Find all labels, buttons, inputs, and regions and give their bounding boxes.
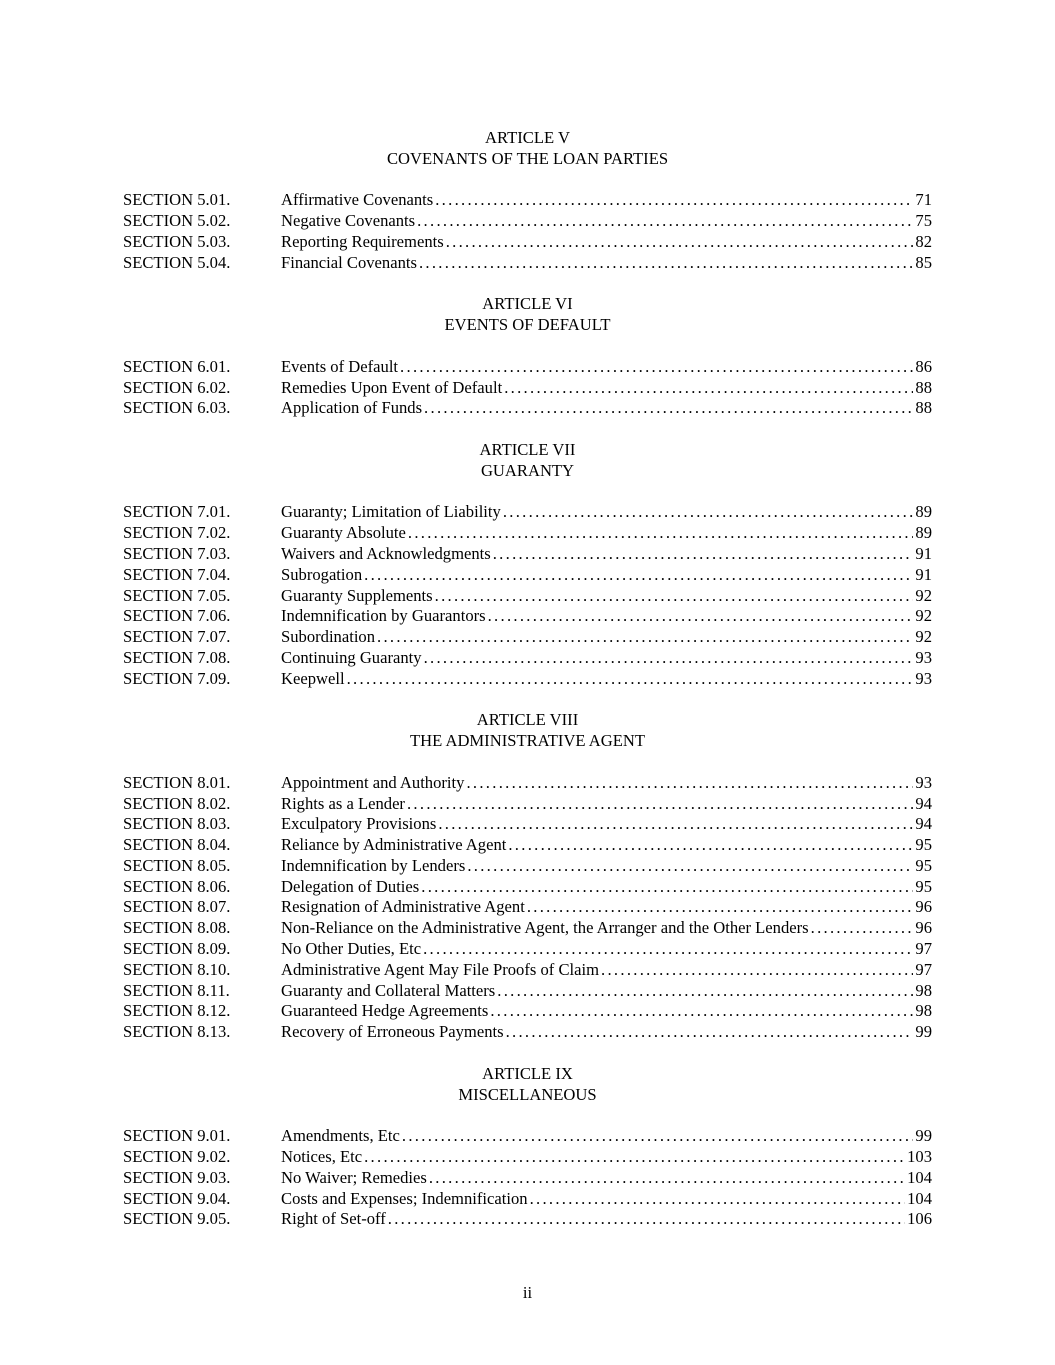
entry-title: Guaranty and Collateral Matters	[281, 980, 496, 1000]
entry-title: Affirmative Covenants	[281, 190, 434, 210]
toc-article	[123, 710, 932, 1043]
entry-page-number: 92	[915, 606, 932, 626]
entry-title: Guaranty Absolute	[281, 523, 406, 543]
dot-leader	[347, 669, 914, 690]
toc-entry	[123, 502, 932, 523]
dot-leader	[506, 1022, 914, 1043]
entry-page-number: 97	[915, 939, 932, 959]
entry-title: Reliance by Administrative Agent	[281, 835, 507, 855]
entry-title: Administrative Agent May File Proofs of Claim	[281, 959, 600, 979]
toc-entry	[123, 190, 932, 211]
entry-section-number: SECTION 7.09.	[123, 668, 231, 688]
entry-page-number: 99	[915, 1022, 932, 1042]
toc-entry	[123, 378, 932, 399]
entry-section-number: SECTION 5.02.	[123, 211, 231, 231]
dot-leader	[429, 1168, 905, 1189]
toc-entry	[123, 856, 932, 877]
entry-page-number: 103	[907, 1147, 932, 1167]
entry-section-number: SECTION 8.02.	[123, 793, 231, 813]
article-entries	[123, 502, 932, 689]
entry-section-number: SECTION 7.03.	[123, 543, 231, 563]
entry-page-number: 95	[915, 835, 932, 855]
entry-section-number: SECTION 8.03.	[123, 814, 231, 834]
dot-leader	[402, 1126, 914, 1147]
article-entries	[123, 1126, 932, 1230]
entry-section-number: SECTION 8.01.	[123, 772, 231, 792]
toc-entry	[123, 586, 932, 607]
article-heading	[123, 294, 932, 336]
entry-title: Keepwell	[281, 668, 345, 688]
page-footer	[0, 1283, 1055, 1304]
entry-section-number: SECTION 7.02.	[123, 523, 231, 543]
entry-title: Guaranty Supplements	[281, 585, 433, 605]
entry-section-number: SECTION 7.05.	[123, 585, 231, 605]
toc-entry	[123, 1147, 932, 1168]
entry-page-number: 104	[907, 1167, 932, 1187]
dot-leader	[467, 856, 913, 877]
dot-leader	[435, 586, 914, 607]
entry-page-number: 88	[915, 377, 932, 397]
toc-entry	[123, 814, 932, 835]
entry-page-number: 88	[915, 398, 932, 418]
entry-title: Waivers and Acknowledgments	[281, 543, 491, 563]
entry-title: Notices, Etc	[281, 1147, 363, 1167]
toc-entry	[123, 211, 932, 232]
dot-leader	[504, 378, 913, 399]
entry-page-number: 86	[915, 356, 932, 376]
entry-section-number: SECTION 8.05.	[123, 855, 231, 875]
dot-leader	[419, 253, 913, 274]
article-title: THE ADMINISTRATIVE AGENT	[409, 731, 646, 751]
entry-section-number: SECTION 7.07.	[123, 627, 231, 647]
dot-leader	[503, 502, 914, 523]
toc-entry	[123, 918, 932, 939]
entry-title: Guaranty; Limitation of Liability	[281, 502, 501, 522]
toc-entry	[123, 253, 932, 274]
entry-title: Non-Reliance on the Administrative Agent, the Arranger and the Other Lenders	[281, 918, 809, 938]
entry-section-number: SECTION 8.13.	[123, 1022, 231, 1042]
entry-page-number: 89	[915, 523, 932, 543]
entry-title: Negative Covenants	[281, 211, 416, 231]
entry-title: Delegation of Duties	[281, 876, 420, 896]
toc-entry	[123, 606, 932, 627]
dot-leader	[364, 1147, 905, 1168]
toc-entry	[123, 1022, 932, 1043]
toc-entry	[123, 565, 932, 586]
article-heading	[123, 710, 932, 752]
page-number-label: ii	[522, 1283, 533, 1302]
toc-entry	[123, 773, 932, 794]
entry-title: Exculpatory Provisions	[281, 814, 437, 834]
entry-title: Reporting Requirements	[281, 231, 444, 251]
entry-page-number: 95	[915, 855, 932, 875]
dot-leader	[424, 398, 913, 419]
entry-section-number: SECTION 9.01.	[123, 1126, 231, 1146]
entry-title: No Waiver; Remedies	[281, 1167, 427, 1187]
entry-section-number: SECTION 7.06.	[123, 606, 231, 626]
article-title: GUARANTY	[480, 460, 575, 480]
dot-leader	[490, 1001, 913, 1022]
entry-section-number: SECTION 6.03.	[123, 398, 231, 418]
toc-entry	[123, 1168, 932, 1189]
entry-section-number: SECTION 8.12.	[123, 1001, 231, 1021]
entry-title: Amendments, Etc	[281, 1126, 400, 1146]
entry-section-number: SECTION 9.02.	[123, 1147, 231, 1167]
entry-section-number: SECTION 5.03.	[123, 231, 231, 251]
article-title: COVENANTS OF THE LOAN PARTIES	[386, 148, 669, 168]
entry-page-number: 92	[915, 585, 932, 605]
toc-entry	[123, 523, 932, 544]
toc-entry	[123, 877, 932, 898]
dot-leader	[408, 523, 914, 544]
entry-page-number: 98	[915, 980, 932, 1000]
entry-page-number: 99	[915, 1126, 932, 1146]
entry-section-number: SECTION 8.07.	[123, 897, 231, 917]
article-entries	[123, 190, 932, 273]
entry-title: Continuing Guaranty	[281, 647, 422, 667]
dot-leader	[364, 565, 913, 586]
dot-leader	[417, 211, 913, 232]
dot-leader	[530, 1189, 906, 1210]
article-number: ARTICLE VIII	[476, 710, 579, 730]
entry-section-number: SECTION 8.10.	[123, 959, 231, 979]
article-number: ARTICLE IX	[482, 1063, 573, 1083]
entry-page-number: 75	[915, 211, 932, 231]
entry-page-number: 82	[915, 231, 932, 251]
toc-entry	[123, 648, 932, 669]
entry-section-number: SECTION 8.06.	[123, 876, 231, 896]
entry-page-number: 96	[915, 897, 932, 917]
entry-section-number: SECTION 8.08.	[123, 918, 231, 938]
toc-entry	[123, 897, 932, 918]
toc-article	[123, 1064, 932, 1230]
entry-page-number: 91	[915, 543, 932, 563]
dot-leader	[435, 190, 913, 211]
dot-leader	[446, 232, 914, 253]
entry-section-number: SECTION 6.02.	[123, 377, 231, 397]
entry-page-number: 93	[915, 772, 932, 792]
entry-page-number: 106	[907, 1209, 932, 1229]
dot-leader	[497, 981, 913, 1002]
article-number: ARTICLE VII	[479, 439, 576, 459]
dot-leader	[377, 627, 913, 648]
entry-title: Financial Covenants	[281, 252, 417, 272]
toc-entry	[123, 981, 932, 1002]
entry-section-number: SECTION 7.01.	[123, 502, 231, 522]
dot-leader	[601, 960, 913, 981]
entry-page-number: 92	[915, 627, 932, 647]
toc-article	[123, 440, 932, 690]
toc-entry	[123, 1209, 932, 1230]
dot-leader	[424, 648, 914, 669]
entry-page-number: 93	[915, 647, 932, 667]
entry-page-number: 104	[907, 1188, 932, 1208]
toc-entry	[123, 627, 932, 648]
entry-title: Subrogation	[281, 564, 363, 584]
entry-title: Guaranteed Hedge Agreements	[281, 1001, 489, 1021]
entry-section-number: SECTION 9.05.	[123, 1209, 231, 1229]
entry-title: Right of Set-off	[281, 1209, 386, 1229]
entry-section-number: SECTION 9.03.	[123, 1167, 231, 1187]
entry-page-number: 95	[915, 876, 932, 896]
article-heading	[123, 440, 932, 482]
entry-title: Resignation of Administrative Agent	[281, 897, 525, 917]
dot-leader	[527, 897, 914, 918]
entry-title: Subordination	[281, 627, 376, 647]
entry-section-number: SECTION 7.08.	[123, 647, 231, 667]
article-title: EVENTS OF DEFAULT	[444, 315, 611, 335]
entry-page-number: 94	[915, 814, 932, 834]
entry-title: No Other Duties, Etc	[281, 939, 422, 959]
dot-leader	[488, 606, 914, 627]
toc-entry	[123, 669, 932, 690]
dot-leader	[438, 814, 913, 835]
entry-page-number: 97	[915, 959, 932, 979]
toc-article	[123, 128, 932, 274]
entry-section-number: SECTION 8.04.	[123, 835, 231, 855]
entry-section-number: SECTION 9.04.	[123, 1188, 231, 1208]
toc-entry	[123, 939, 932, 960]
entry-title: Costs and Expenses; Indemnification	[281, 1188, 528, 1208]
entry-title: Indemnification by Guarantors	[281, 606, 486, 626]
entry-page-number: 94	[915, 793, 932, 813]
entry-page-number: 98	[915, 1001, 932, 1021]
entry-section-number: SECTION 5.01.	[123, 190, 231, 210]
entry-page-number: 85	[915, 252, 932, 272]
dot-leader	[811, 918, 914, 939]
article-heading	[123, 128, 932, 170]
entry-section-number: SECTION 8.09.	[123, 939, 231, 959]
article-number: ARTICLE V	[485, 128, 570, 147]
entry-title: Rights as a Lender	[281, 793, 405, 813]
dot-leader	[466, 773, 913, 794]
entry-page-number: 93	[915, 668, 932, 688]
entry-title: Events of Default	[281, 356, 399, 376]
toc-entry	[123, 1001, 932, 1022]
toc-entry	[123, 794, 932, 815]
toc-entry	[123, 544, 932, 565]
toc-entry	[123, 232, 932, 253]
dot-leader	[493, 544, 914, 565]
dot-leader	[407, 794, 913, 815]
entry-title: Application of Funds	[281, 398, 423, 418]
entry-page-number: 71	[915, 190, 932, 210]
entry-page-number: 91	[915, 564, 932, 584]
entry-section-number: SECTION 8.11.	[123, 980, 230, 1000]
article-entries	[123, 357, 932, 419]
dot-leader	[508, 835, 913, 856]
article-heading	[123, 1064, 932, 1106]
article-entries	[123, 773, 932, 1043]
toc-entry	[123, 1189, 932, 1210]
entry-section-number: SECTION 7.04.	[123, 564, 231, 584]
dot-leader	[421, 877, 913, 898]
entry-title: Remedies Upon Event of Default	[281, 377, 503, 397]
toc-entry	[123, 835, 932, 856]
entry-section-number: SECTION 6.01.	[123, 356, 231, 376]
entry-title: Indemnification by Lenders	[281, 855, 466, 875]
dot-leader	[388, 1209, 905, 1230]
toc-entry	[123, 357, 932, 378]
entry-section-number: SECTION 5.04.	[123, 252, 231, 272]
toc-entry	[123, 1126, 932, 1147]
article-number: ARTICLE VI	[482, 294, 573, 314]
dot-leader	[400, 357, 913, 378]
entry-page-number: 96	[915, 918, 932, 938]
toc-entry	[123, 398, 932, 419]
entry-title: Appointment and Authority	[281, 772, 465, 792]
entry-title: Recovery of Erroneous Payments	[281, 1022, 504, 1042]
entry-page-number: 89	[915, 502, 932, 522]
toc-article	[123, 294, 932, 419]
article-title: MISCELLANEOUS	[458, 1084, 597, 1104]
dot-leader	[423, 939, 913, 960]
toc-entry	[123, 960, 932, 981]
